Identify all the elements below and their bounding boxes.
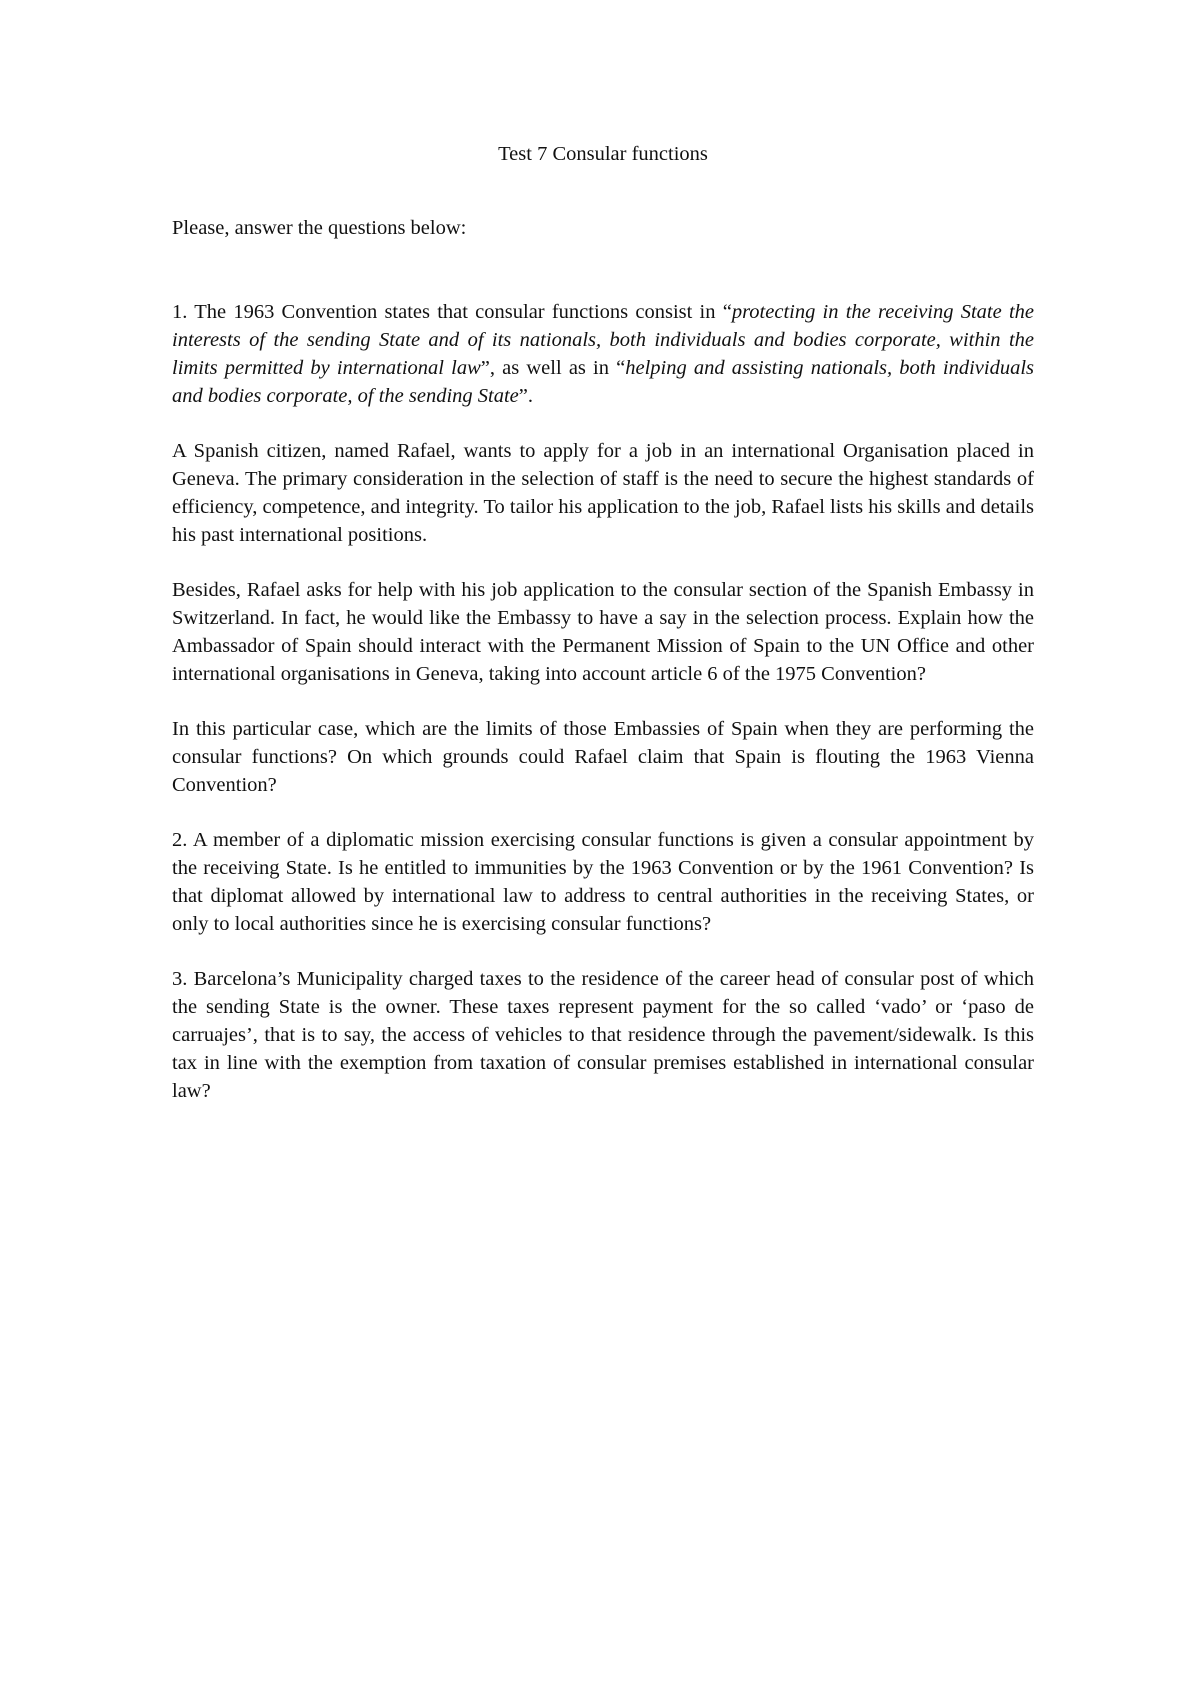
- question-2-paragraph: 2. A member of a diplomatic mission exercising consular functions is given a consular appointment by the receiving State. Is he entitled to immunities by the 1963 Convention or by the 1961 Convention? Is that diplomat allowed by international law to address to central authorities in the receiving States, or only to local authorities since he is exercising consular functions?: [172, 829, 1034, 935]
- question-1-embassy-paragraph: Besides, Rafael asks for help with his job application to the consular section of the Spanish Embassy in Switzerland. In fact, he would like the Embassy to have a say in the selection process. Explain how the Ambassador of Spain should interact with the Permanent Mission of Spain to the UN Office and other international organisations in Geneva, taking into account article 6 of the 1975 Convention?: [172, 579, 1034, 685]
- question-1-paragraph: [172, 298, 1034, 410]
- document-page: [172, 140, 1034, 1132]
- question-1-quote-2: helping and assisting nationals, both individuals and bodies corporate, of the sending State: [172, 357, 1035, 407]
- document-title: Test 7 Consular functions: [498, 143, 708, 165]
- question-1-text-c: ”.: [518, 385, 533, 407]
- question-1-scenario: A Spanish citizen, named Rafael, wants to apply for a job in an international Organisation placed in Geneva. The primary consideration in the selection of staff is the need to secure the highest standards of efficiency, competence, and integrity. To tailor his application to the job, Rafael lists his skills and details his past international positions.: [172, 440, 1034, 546]
- question-1-quote-1: protecting in the receiving State the interests of the sending State and of its nationals, both individuals and bodies corporate, within the limits permitted by international law: [172, 301, 1034, 379]
- instructions: Please, answer the questions below:: [172, 217, 467, 239]
- question-1-limits-paragraph: In this particular case, which are the limits of those Embassies of Spain when they are performing the consular functions? On which grounds could Rafael claim that Spain is flouting the 1963 Vienna Convention?: [172, 718, 1034, 796]
- question-1-text-b: ”, as well as in “: [480, 357, 626, 379]
- question-1-text-a: 1. The 1963 Convention states that consular functions consist in “: [172, 301, 732, 323]
- question-3-paragraph: 3. Barcelona’s Municipality charged taxes to the residence of the career head of consular post of which the sending State is the owner. These taxes represent payment for the so called ‘vado’ or ‘paso de carruajes’, that is to say, the access of vehicles to that residence through the pavement/sidewalk. Is this tax in line with the exemption from taxation of consular premises established in international consular law?: [172, 968, 1034, 1102]
